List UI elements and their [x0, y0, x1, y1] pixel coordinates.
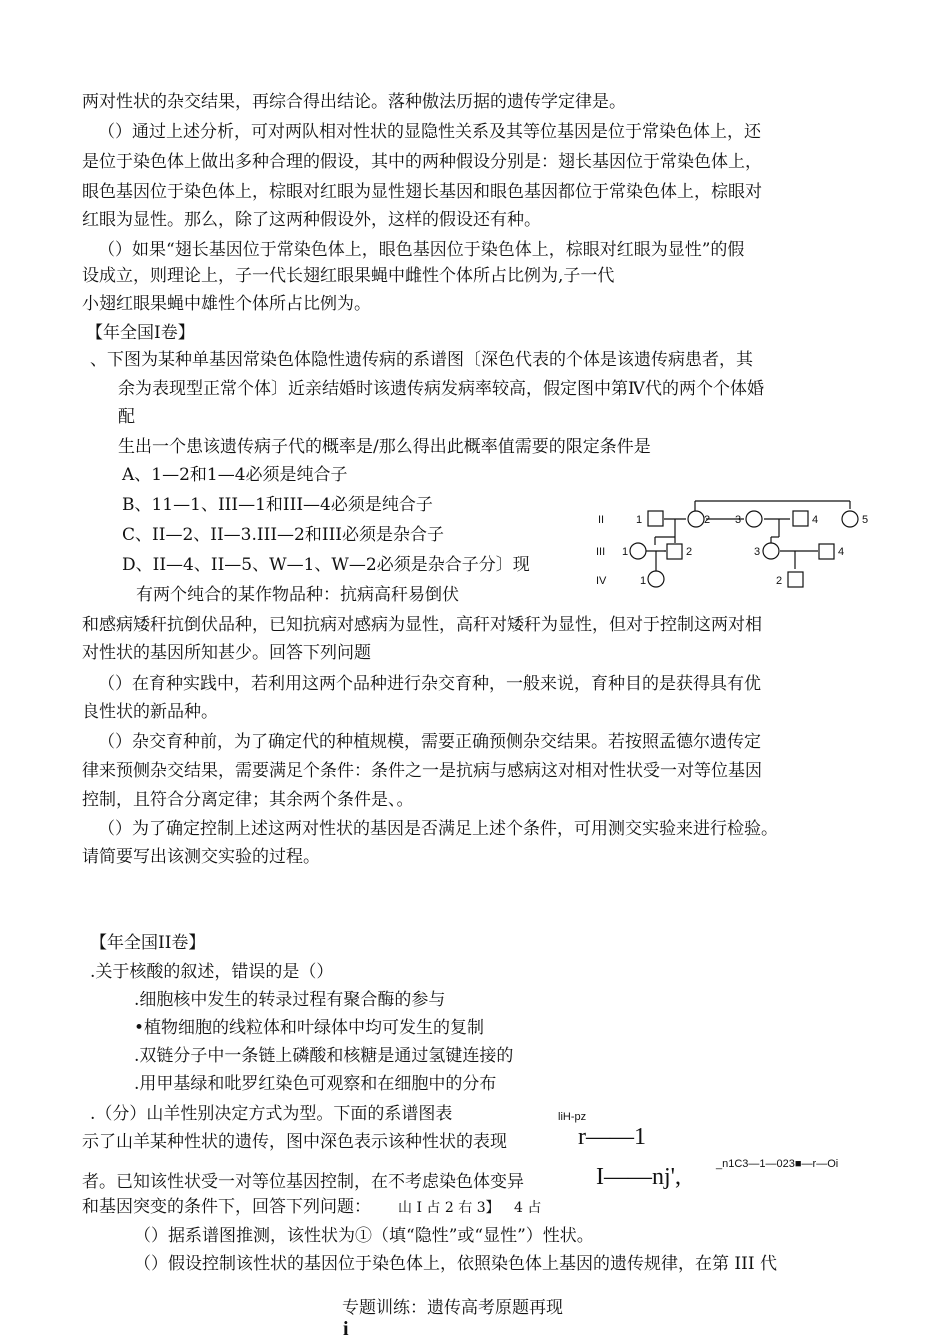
pedigree-female-iii1 [630, 543, 646, 559]
question-text: 者。已知该性状受一对等位基因控制，在不考虑染色体变异 [82, 1172, 524, 1192]
ocr-noise: 4 占 [514, 1200, 542, 1216]
text-line: （）为了确定控制上述这两对性状的基因是否满足上述个条件，可用测交实验来进行检验。 [98, 819, 778, 839]
text-line: 良性状的新品种。 [82, 702, 218, 722]
ocr-noise: I——nj', [596, 1164, 681, 1190]
text-line: 有两个纯合的某作物品种：抗病高秆易倒伏 [136, 585, 459, 605]
section-header: 【年全国II卷】 [90, 933, 206, 953]
option-a: .细胞核中发生的转录过程有聚合酶的参与 [134, 990, 446, 1010]
num-label: 4 [812, 514, 819, 526]
question-text: 余为表现型正常个体〕近亲结婚时该遗传病发病率较高，假定图中第Ⅳ代的两个个体婚 [118, 379, 764, 399]
num-label: 1 [622, 546, 629, 558]
text-line: （）杂交育种前，为了确定代的种植规模，需要正确预侧杂交结果。若按照孟德尔遗传定 [98, 732, 761, 752]
num-label: 1 [636, 514, 643, 526]
num-label: 3 [754, 546, 761, 558]
option-b: B、11—1、III—1和III—4必须是纯合子 [122, 495, 433, 515]
ocr-noise: _n1C3—1—023■—r—Oi [716, 1158, 839, 1170]
num-label: 2 [704, 514, 711, 526]
num-label: 5 [862, 514, 869, 526]
text-line: （）通过上述分析，可对两队相对性状的显隐性关系及其等位基因是位于常染色体上，还 [98, 122, 761, 142]
pedigree-female-iii3 [763, 543, 779, 559]
text-line: 眼色基因位于染色体上，棕眼对红眼为显性翅长基因和眼色基因都位于常染色体上，棕眼对 [82, 182, 762, 202]
text-line: 控制，且符合分离定律；其余两个条件是、。 [82, 790, 414, 810]
gen-label-ii: II [598, 514, 605, 526]
num-label: 1 [640, 575, 647, 587]
text-line: 和感病矮秆抗倒伏品种，已知抗病对感病为显性，高秆对矮秆为显性，但对于控制这两对相 [82, 615, 762, 635]
text-line: 对性状的基因所知甚少。回答下列问题 [82, 643, 371, 663]
question-text: 示了山羊某种性状的遗传，图中深色表示该种性状的表现 [82, 1132, 507, 1152]
question-text: （）据系谱图推测，该性状为①（填“隐性”或“显性”）性状。 [134, 1226, 594, 1246]
ocr-noise: liH-pz [558, 1111, 587, 1123]
page-number: i [343, 1318, 349, 1340]
text-line: 律来预侧杂交结果，需要满足个条件：条件之一是抗病与感病这对相对性状受一对等位基因 [82, 761, 762, 781]
text-line: 小翅红眼果蝇中雄性个体所占比例为。 [82, 294, 371, 314]
option-c: .双链分子中一条链上磷酸和核糖是通过氢键连接的 [134, 1046, 514, 1066]
pedigree-male-iv2 [788, 572, 803, 587]
pedigree-female-ii3 [746, 511, 762, 527]
text-line: 两对性状的杂交结果，再综合得出结论。落种傲法历据的遗传学定律是。 [82, 92, 626, 112]
ocr-noise: 山 I 占 2 右 3】 [398, 1200, 500, 1216]
pedigree-male-ii4 [793, 511, 808, 526]
text-line: 红眼为显性。那么，除了这两种假设外，这样的假设还有种。 [82, 210, 541, 230]
text-line: （）如果“翅长基因位于常染色体上，眼色基因位于染色体上，棕眼对红眼为显性”的假 [98, 240, 745, 260]
num-label: 2 [776, 575, 783, 587]
question-text: 、下图为某种单基因常染色体隐性遗传病的系谱图〔深色代表的个体是该遗传病患者，其 [90, 350, 753, 370]
gen-label-iv: IV [596, 575, 607, 587]
option-c: C、II—2、II—3.III—2和III必须是杂合子 [122, 525, 445, 545]
option-a: A、1—2和1—4必须是纯合子 [122, 465, 348, 485]
option-d: D、II—4、II—5、W—1、W—2必须是杂合子分〕现 [122, 555, 530, 575]
pedigree-female-iv1 [648, 571, 664, 587]
ocr-noise: r——1 [578, 1124, 646, 1150]
text-line: （）在育种实践中，若利用这两个品种进行杂交育种，一般来说，育种目的是获得具有优 [98, 674, 761, 694]
num-label: 3 [735, 514, 742, 526]
text-line: 设成立，则理论上，子一代长翅红眼果蝇中雌性个体所占比例为,子一代 [82, 266, 615, 286]
pedigree-male-iii4 [819, 544, 834, 559]
num-label: 2 [686, 546, 693, 558]
pedigree-male-iii2 [667, 544, 682, 559]
question-text: 和基因突变的条件下，回答下列问题： [82, 1197, 371, 1217]
pedigree-female-ii2 [688, 511, 704, 527]
question-text: .关于核酸的叙述，错误的是（） [90, 962, 334, 982]
option-b: •植物细胞的线粒体和叶绿体中均可发生的复制 [134, 1018, 485, 1038]
question-text: .（分）山羊性别决定方式为型。下面的系谱图表 [90, 1104, 453, 1124]
num-label: 4 [838, 546, 845, 558]
pedigree-chart [590, 495, 880, 595]
option-d: .用甲基绿和吡罗红染色可观察和在细胞中的分布 [134, 1074, 497, 1094]
pedigree-female-ii5 [842, 511, 858, 527]
question-text: （）假设控制该性状的基因位于染色体上，依照染色体上基因的遗传规律，在第 III 代 [134, 1254, 777, 1274]
section-header: 【年全国Ⅰ卷】 [86, 323, 195, 343]
text-line: 请简要写出该测交实验的过程。 [82, 847, 320, 867]
question-text: 生出一个患该遗传病子代的概率是/那么得出此概率值需要的限定条件是 [118, 437, 651, 457]
gen-label-iii: III [596, 546, 606, 558]
pedigree-male-ii1 [648, 511, 663, 526]
footer-title: 专题训练：遗传高考原题再现 [342, 1298, 563, 1318]
question-text: 配 [118, 407, 135, 427]
text-line: 是位于染色体上做出多种合理的假设，其中的两种假设分别是：翅长基因位于常染色体上， [82, 152, 762, 172]
